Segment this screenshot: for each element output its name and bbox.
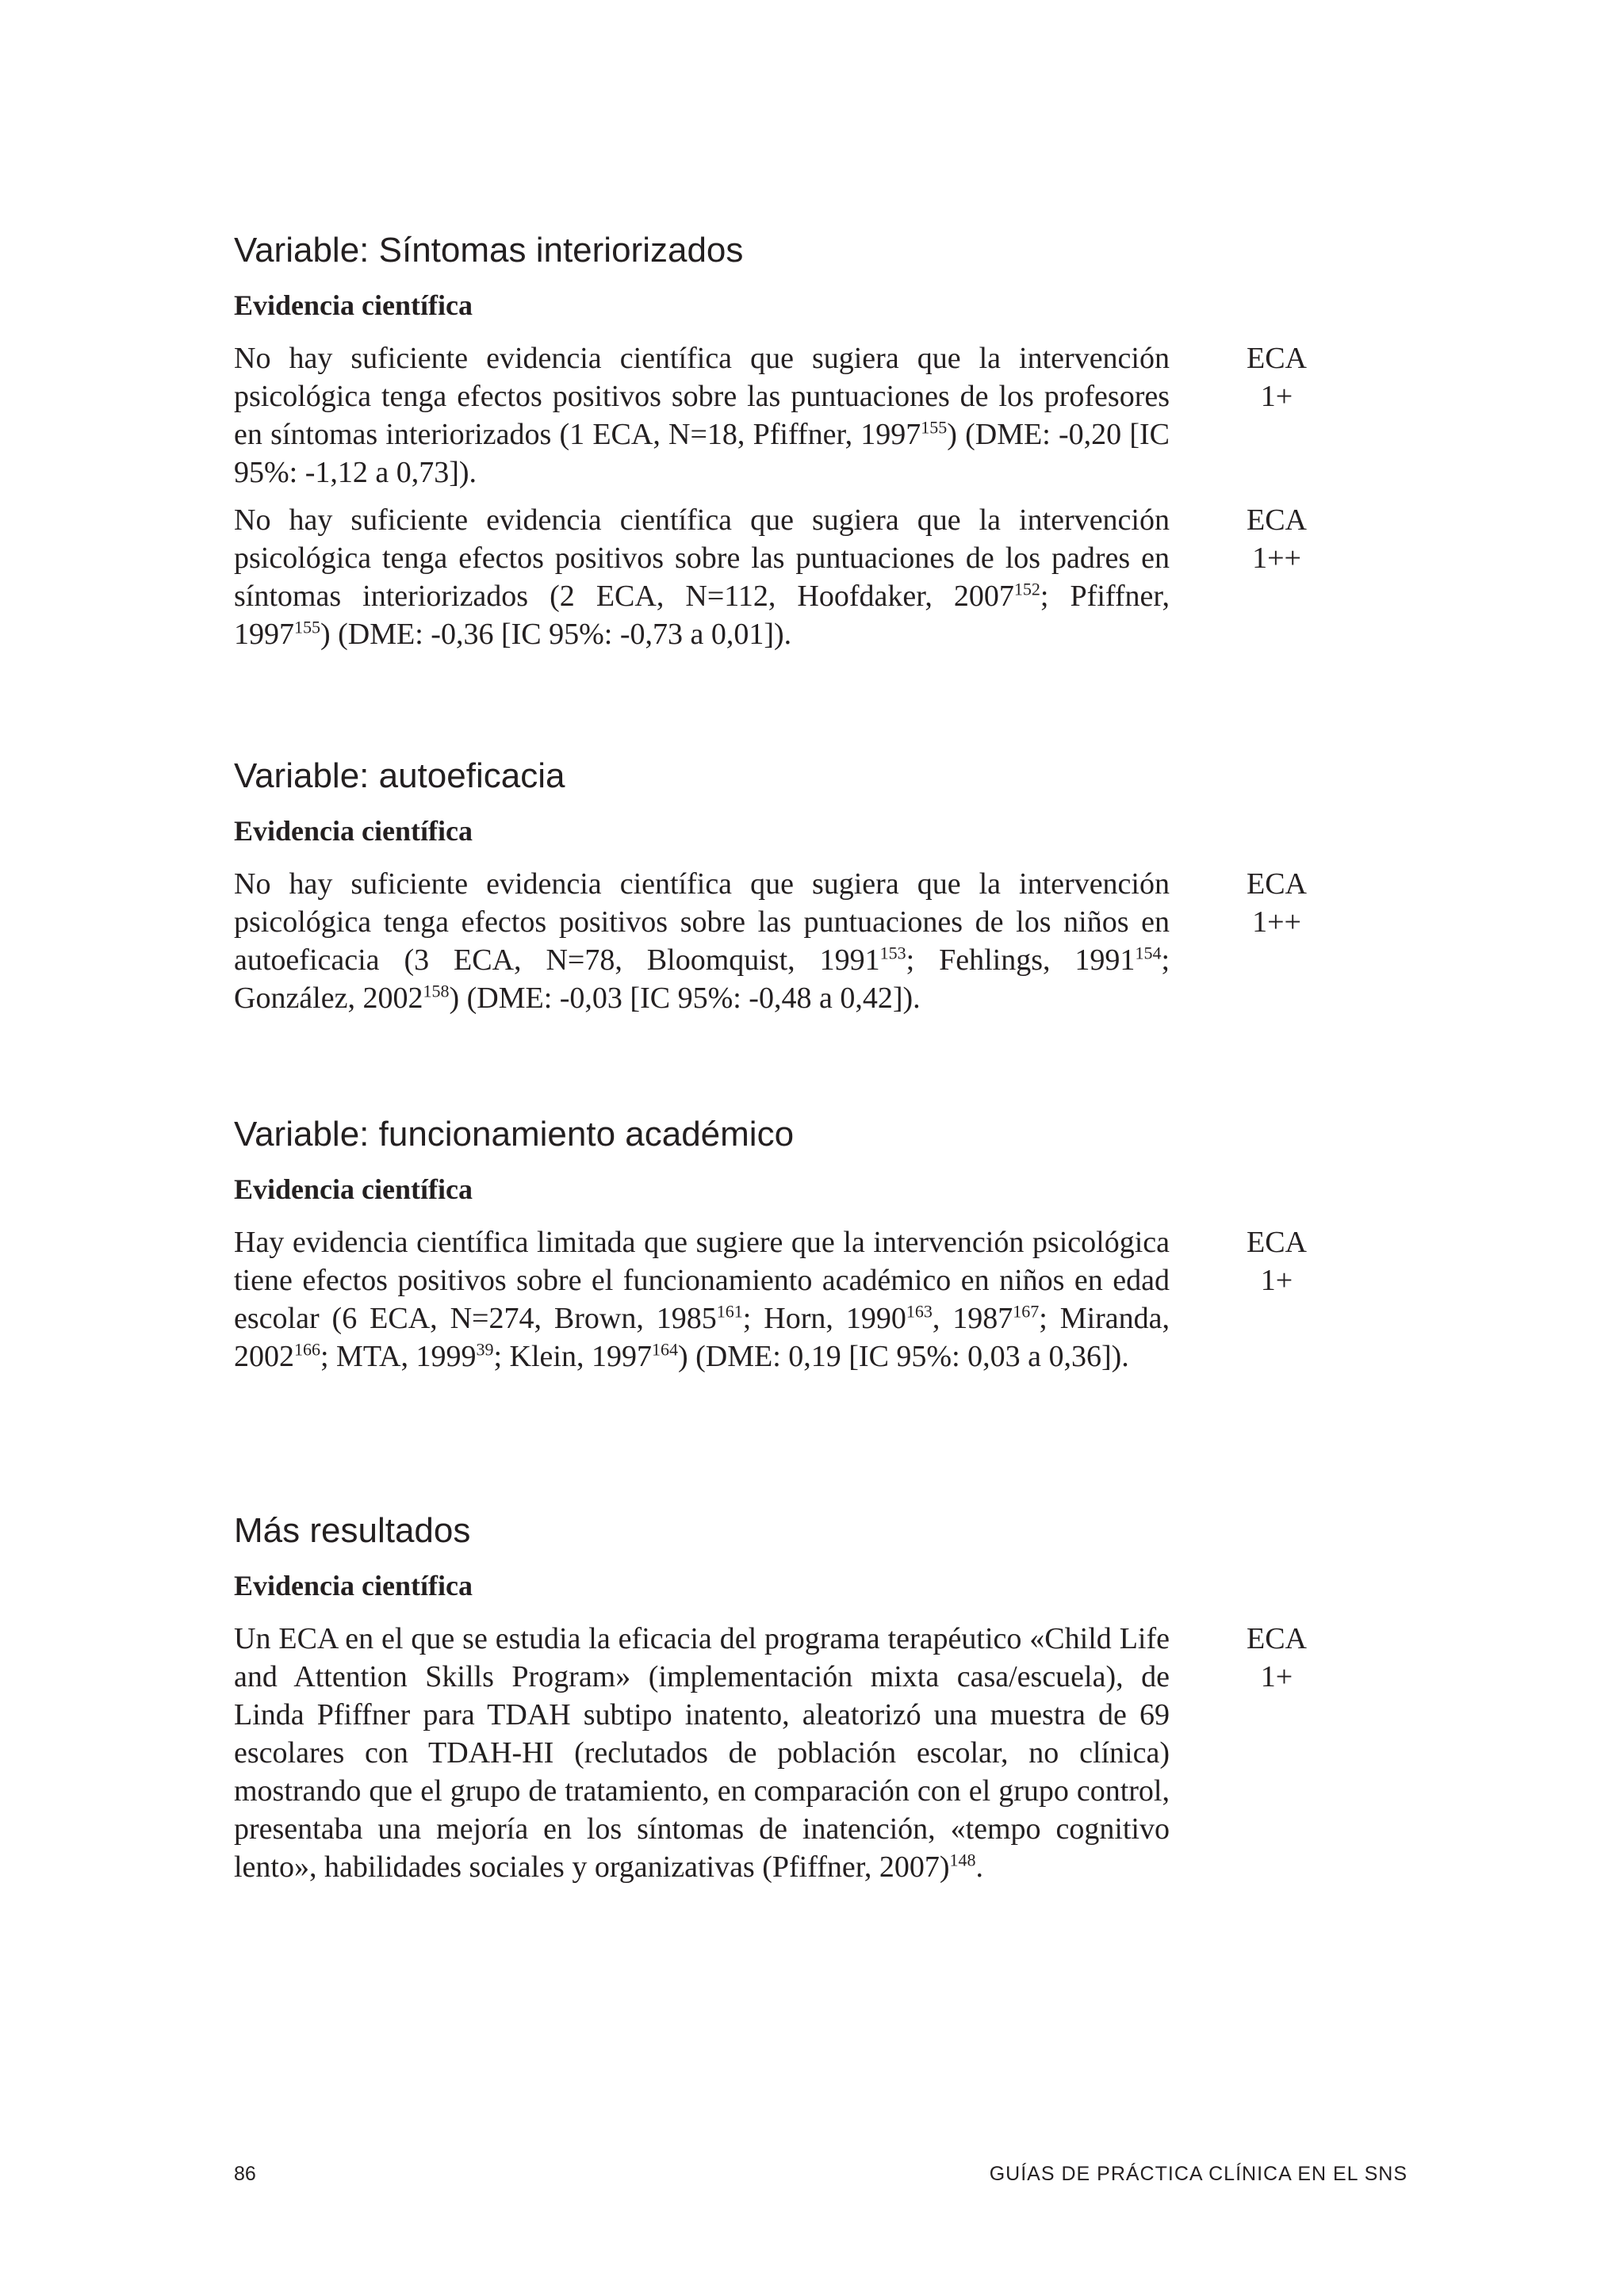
evidence-level-type: ECA — [1247, 342, 1307, 375]
section-subheading: Evidencia científica — [234, 1173, 473, 1205]
evidence-level-type: ECA — [1247, 503, 1307, 537]
evidence-level-type: ECA — [1247, 1622, 1307, 1655]
evidence-level-type: ECA — [1247, 867, 1307, 901]
paragraph-run: No hay suficiente evidencia científica que sugiera que la intervención psicológica tenga efectos positivos sobre las puntuaciones de los niños en autoeficacia (3 ECA, N=78, Bloomquist, 1991 — [234, 867, 1170, 977]
citation-reference: 154 — [1135, 943, 1162, 963]
citation-reference: 164 — [651, 1339, 678, 1360]
evidence-level — [1233, 1223, 1320, 1299]
evidence-text — [234, 865, 1170, 1017]
section-subheading: Evidencia científica — [234, 815, 473, 847]
paragraph-run: , 1987 — [932, 1302, 1013, 1335]
paragraph-run: No hay suficiente evidencia científica que sugiera que la intervención psicológica tenga efectos positivos sobre las puntuaciones de los padres en síntomas interiorizados (2 ECA, N=112, Hoofdaker, 2007 — [234, 503, 1170, 613]
evidence-level — [1233, 865, 1320, 941]
evidence-entry — [234, 1223, 1408, 1376]
citation-reference: 163 — [906, 1301, 933, 1322]
section-heading: Variable: Síntomas interiorizados — [234, 231, 744, 270]
section-subheading: Evidencia científica — [234, 1570, 473, 1601]
evidence-entry — [234, 501, 1408, 653]
paragraph-run: ; MTA, 1999 — [320, 1340, 477, 1373]
section-autoeficacia — [234, 754, 1408, 1017]
paragraph-run: Hay evidencia científica limitada que sugiere que la intervención psicológica tiene efectos positivos sobre el funcionamiento académico en niños en edad escolar (6 ECA, N=274, Brown, 1985 — [234, 1226, 1170, 1335]
citation-reference: 155 — [921, 417, 948, 438]
paragraph-run: ) (DME: -0,20 [IC 95%: -1,12 a 0,73]). — [234, 418, 1170, 489]
evidence-text — [234, 501, 1170, 653]
evidence-level-grade: 1++ — [1252, 905, 1301, 939]
section-sintomas-interiorizados — [234, 228, 1408, 653]
paragraph-run: ) (DME: -0,36 [IC 95%: -0,73 a 0,01]). — [320, 618, 792, 651]
evidence-level-grade: 1+ — [1260, 1264, 1293, 1297]
evidence-text — [234, 1620, 1170, 1886]
citation-reference: 158 — [423, 981, 450, 1001]
evidence-level-grade: 1+ — [1260, 380, 1293, 413]
section-heading: Variable: funcionamiento académico — [234, 1115, 795, 1154]
running-footer-title: GUÍAS DE PRÁCTICA CLÍNICA EN EL SNS — [989, 2163, 1408, 2185]
evidence-level-grade: 1+ — [1260, 1660, 1293, 1693]
page-number: 86 — [234, 2163, 256, 2185]
paragraph-run: Un ECA en el que se estudia la eficacia del programa terapéutico «Child Life and Attention Skills Program» (implementación mixta casa/escuela), de Linda Pfiffner para TDAH subtipo inatento, aleatorizó una muestra de 69 escolares con TDAH-HI (reclutados de población escolar, no clínica) mostrando que el grupo de tratamiento, en comparación con el grupo control, presentaba una mejoría en los síntomas de inatención, «tempo cognitivo lento», habilidades sociales y organizativas (Pfiffner, 2007) — [234, 1622, 1170, 1884]
citation-reference: 167 — [1013, 1301, 1040, 1322]
paragraph-run: . — [975, 1850, 983, 1884]
citation-reference: 148 — [949, 1850, 976, 1870]
section-funcionamiento-academico — [234, 1112, 1408, 1376]
section-heading: Variable: autoeficacia — [234, 756, 565, 795]
section-subheading: Evidencia científica — [234, 289, 473, 321]
citation-reference: 161 — [716, 1301, 743, 1322]
section-mas-resultados — [234, 1509, 1408, 1886]
citation-reference: 166 — [294, 1339, 320, 1360]
evidence-entry — [234, 339, 1408, 492]
evidence-text — [234, 339, 1170, 492]
evidence-level-type: ECA — [1247, 1226, 1307, 1259]
paragraph-run: ) (DME: -0,03 [IC 95%: -0,48 a 0,42]). — [449, 982, 921, 1015]
evidence-text — [234, 1223, 1170, 1376]
citation-reference: 153 — [879, 943, 906, 963]
citation-reference: 39 — [476, 1339, 494, 1360]
section-heading: Más resultados — [234, 1511, 471, 1550]
paragraph-run: ; Klein, 1997 — [493, 1340, 652, 1373]
citation-reference: 152 — [1013, 579, 1040, 599]
evidence-level-grade: 1++ — [1252, 541, 1301, 575]
evidence-entry — [234, 865, 1408, 1017]
evidence-level — [1233, 501, 1320, 577]
paragraph-run: ; Pfiffner, 1997 — [234, 580, 1170, 651]
paragraph-run: ; Horn, 1990 — [742, 1302, 906, 1335]
paragraph-run: ) (DME: 0,19 [IC 95%: 0,03 a 0,36]). — [677, 1340, 1129, 1373]
evidence-level — [1233, 1620, 1320, 1696]
citation-reference: 155 — [294, 617, 320, 637]
paragraph-run: ; González, 2002 — [234, 943, 1170, 1015]
evidence-level — [1233, 339, 1320, 415]
evidence-entry — [234, 1620, 1408, 1886]
paragraph-run: ; Miranda, 2002 — [234, 1302, 1170, 1373]
paragraph-run: No hay suficiente evidencia científica que sugiera que la intervención psicológica tenga efectos positivos sobre las puntuaciones de los profesores en síntomas interiorizados (1 ECA, N=18, Pfiffner, 1997 — [234, 342, 1170, 451]
paragraph-run: ; Fehlings, 1991 — [906, 943, 1136, 977]
